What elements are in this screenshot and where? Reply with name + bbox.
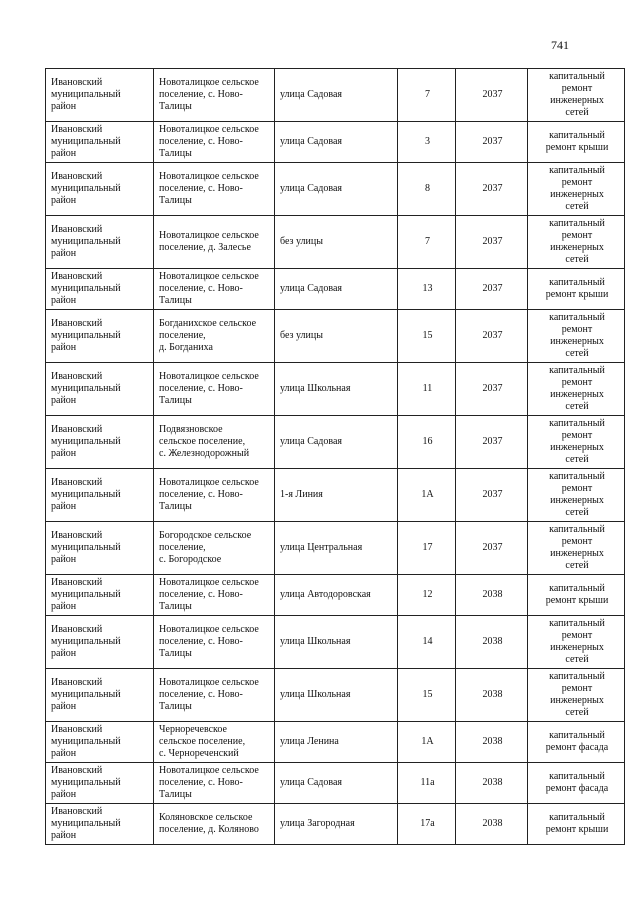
district-cell-text: Ивановский муниципальный район bbox=[51, 371, 121, 406]
house-number-cell-text: 3 bbox=[425, 136, 430, 147]
work-type-cell bbox=[528, 763, 625, 804]
table-row bbox=[46, 722, 625, 763]
street-cell-text: улица Школьная bbox=[280, 383, 351, 394]
street-cell-text: улица Центральная bbox=[280, 542, 363, 553]
work-type-cell-text: капитальный ремонт инженерных сетей bbox=[549, 524, 605, 571]
work-type-cell bbox=[528, 216, 625, 269]
work-type-cell-text: капитальный ремонт инженерных сетей bbox=[549, 471, 605, 518]
street-cell bbox=[275, 269, 398, 310]
year-cell-text: 2038 bbox=[482, 589, 503, 600]
settlement-cell-text: Богородское сельское поселение, с. Богородское bbox=[159, 530, 252, 565]
settlement-cell bbox=[154, 616, 275, 669]
table-body bbox=[46, 69, 625, 845]
house-number-cell-text: 17 bbox=[422, 542, 433, 553]
district-cell bbox=[46, 469, 154, 522]
house-number-cell bbox=[398, 69, 456, 122]
street-cell bbox=[275, 722, 398, 763]
year-cell bbox=[456, 575, 528, 616]
settlement-cell-text: Новоталицкое сельское поселение, с. Ново- Талицы bbox=[159, 171, 259, 206]
year-cell bbox=[456, 722, 528, 763]
district-cell bbox=[46, 310, 154, 363]
work-type-cell bbox=[528, 722, 625, 763]
district-cell-text: Ивановский муниципальный район bbox=[51, 424, 121, 459]
house-number-cell bbox=[398, 469, 456, 522]
district-cell-text: Ивановский муниципальный район bbox=[51, 477, 121, 512]
district-cell bbox=[46, 69, 154, 122]
work-type-cell-text: капитальный ремонт инженерных сетей bbox=[549, 671, 605, 718]
table-row bbox=[46, 804, 625, 845]
street-cell bbox=[275, 575, 398, 616]
district-cell-text: Ивановский муниципальный район bbox=[51, 124, 121, 159]
house-number-cell bbox=[398, 310, 456, 363]
street-cell-text: улица Загородная bbox=[280, 818, 355, 829]
house-number-cell-text: 8 bbox=[425, 183, 430, 194]
settlement-cell bbox=[154, 310, 275, 363]
table-row bbox=[46, 163, 625, 216]
district-cell bbox=[46, 722, 154, 763]
table-row bbox=[46, 469, 625, 522]
district-cell-text: Ивановский муниципальный район bbox=[51, 624, 121, 659]
street-cell bbox=[275, 763, 398, 804]
street-cell-text: улица Школьная bbox=[280, 689, 351, 700]
house-number-cell-text: 11а bbox=[420, 777, 435, 788]
district-cell bbox=[46, 763, 154, 804]
street-cell-text: без улицы bbox=[280, 236, 323, 247]
street-cell bbox=[275, 616, 398, 669]
year-cell-text: 2037 bbox=[482, 136, 503, 147]
page-number: 741 bbox=[551, 38, 569, 52]
house-number-cell-text: 15 bbox=[422, 689, 433, 700]
work-type-cell-text: капитальный ремонт инженерных сетей bbox=[549, 618, 605, 665]
street-cell-text: улица Садовая bbox=[280, 436, 343, 447]
work-type-cell-text: капитальный ремонт инженерных сетей bbox=[549, 418, 605, 465]
table-row bbox=[46, 269, 625, 310]
district-cell bbox=[46, 269, 154, 310]
house-number-cell bbox=[398, 763, 456, 804]
settlement-cell bbox=[154, 804, 275, 845]
house-number-cell bbox=[398, 163, 456, 216]
house-number-cell bbox=[398, 416, 456, 469]
house-number-cell bbox=[398, 804, 456, 845]
street-cell-text: улица Школьная bbox=[280, 636, 351, 647]
work-type-cell-text: капитальный ремонт крыши bbox=[545, 583, 609, 606]
year-cell-text: 2037 bbox=[482, 436, 503, 447]
work-type-cell-text: капитальный ремонт крыши bbox=[545, 277, 609, 300]
settlement-cell-text: Новоталицкое сельское поселение, с. Ново- Талицы bbox=[159, 77, 259, 112]
district-cell bbox=[46, 163, 154, 216]
settlement-cell-text: Новоталицкое сельское поселение, с. Ново- Талицы bbox=[159, 124, 259, 159]
settlement-cell-text: Новоталицкое сельское поселение, с. Ново- Талицы bbox=[159, 271, 259, 306]
table-row bbox=[46, 122, 625, 163]
work-type-cell-text: капитальный ремонт инженерных сетей bbox=[549, 71, 605, 118]
street-cell bbox=[275, 669, 398, 722]
work-type-cell-text: капитальный ремонт инженерных сетей bbox=[549, 165, 605, 212]
year-cell-text: 2037 bbox=[482, 330, 503, 341]
district-cell-text: Ивановский муниципальный район bbox=[51, 724, 121, 759]
table-row bbox=[46, 522, 625, 575]
street-cell-text: улица Садовая bbox=[280, 183, 343, 194]
street-cell-text: улица Автодоровская bbox=[280, 589, 371, 600]
year-cell bbox=[456, 469, 528, 522]
settlement-cell bbox=[154, 522, 275, 575]
work-type-cell bbox=[528, 69, 625, 122]
district-cell-text: Ивановский муниципальный район bbox=[51, 224, 121, 259]
year-cell-text: 2038 bbox=[482, 689, 503, 700]
settlement-cell-text: Новоталицкое сельское поселение, с. Ново- Талицы bbox=[159, 577, 259, 612]
year-cell bbox=[456, 122, 528, 163]
street-cell bbox=[275, 416, 398, 469]
work-type-cell-text: капитальный ремонт инженерных сетей bbox=[549, 365, 605, 412]
year-cell-text: 2037 bbox=[482, 489, 503, 500]
house-number-cell-text: 17а bbox=[420, 818, 435, 829]
year-cell bbox=[456, 763, 528, 804]
street-cell-text: улица Садовая bbox=[280, 777, 343, 788]
settlement-cell bbox=[154, 669, 275, 722]
house-number-cell bbox=[398, 216, 456, 269]
street-cell bbox=[275, 310, 398, 363]
street-cell-text: улица Садовая bbox=[280, 283, 343, 294]
work-type-cell bbox=[528, 804, 625, 845]
settlement-cell bbox=[154, 416, 275, 469]
settlement-cell bbox=[154, 469, 275, 522]
settlement-cell bbox=[154, 269, 275, 310]
district-cell-text: Ивановский муниципальный район bbox=[51, 77, 121, 112]
year-cell-text: 2038 bbox=[482, 636, 503, 647]
district-cell-text: Ивановский муниципальный район bbox=[51, 577, 121, 612]
street-cell-text: улица Ленина bbox=[280, 736, 339, 747]
table-row bbox=[46, 363, 625, 416]
work-type-cell bbox=[528, 522, 625, 575]
house-number-cell-text: 1А bbox=[421, 736, 434, 747]
work-type-cell bbox=[528, 416, 625, 469]
housing-repair-table bbox=[45, 68, 625, 845]
settlement-cell-text: Новоталицкое сельское поселение, с. Ново- Талицы bbox=[159, 765, 259, 800]
district-cell bbox=[46, 216, 154, 269]
district-cell bbox=[46, 122, 154, 163]
house-number-cell bbox=[398, 122, 456, 163]
year-cell-text: 2037 bbox=[482, 542, 503, 553]
year-cell bbox=[456, 363, 528, 416]
district-cell bbox=[46, 416, 154, 469]
table-row bbox=[46, 69, 625, 122]
year-cell-text: 2037 bbox=[482, 383, 503, 394]
house-number-cell bbox=[398, 722, 456, 763]
settlement-cell bbox=[154, 122, 275, 163]
district-cell bbox=[46, 363, 154, 416]
year-cell bbox=[456, 163, 528, 216]
work-type-cell-text: капитальный ремонт фасада bbox=[545, 771, 609, 794]
district-cell-text: Ивановский муниципальный район bbox=[51, 171, 121, 206]
work-type-cell bbox=[528, 669, 625, 722]
work-type-cell bbox=[528, 363, 625, 416]
district-cell-text: Ивановский муниципальный район bbox=[51, 530, 121, 565]
house-number-cell-text: 7 bbox=[425, 236, 430, 247]
house-number-cell bbox=[398, 616, 456, 669]
street-cell bbox=[275, 469, 398, 522]
year-cell-text: 2037 bbox=[482, 283, 503, 294]
year-cell-text: 2038 bbox=[482, 736, 503, 747]
settlement-cell bbox=[154, 163, 275, 216]
street-cell bbox=[275, 216, 398, 269]
work-type-cell-text: капитальный ремонт крыши bbox=[545, 130, 609, 153]
settlement-cell bbox=[154, 575, 275, 616]
settlement-cell bbox=[154, 722, 275, 763]
table-row bbox=[46, 310, 625, 363]
house-number-cell bbox=[398, 269, 456, 310]
street-cell-text: улица Садовая bbox=[280, 89, 343, 100]
table-row bbox=[46, 575, 625, 616]
year-cell bbox=[456, 216, 528, 269]
work-type-cell-text: капитальный ремонт инженерных сетей bbox=[549, 218, 605, 265]
street-cell bbox=[275, 804, 398, 845]
house-number-cell bbox=[398, 575, 456, 616]
district-cell bbox=[46, 522, 154, 575]
settlement-cell-text: Богданихское сельское поселение, д. Богданиха bbox=[159, 318, 257, 353]
work-type-cell bbox=[528, 122, 625, 163]
settlement-cell bbox=[154, 69, 275, 122]
year-cell-text: 2038 bbox=[482, 777, 503, 788]
year-cell bbox=[456, 310, 528, 363]
district-cell-text: Ивановский муниципальный район bbox=[51, 806, 121, 841]
work-type-cell bbox=[528, 269, 625, 310]
year-cell bbox=[456, 669, 528, 722]
settlement-cell-text: Подвязновское сельское поселение, с. Железнодорожный bbox=[159, 424, 250, 459]
district-cell-text: Ивановский муниципальный район bbox=[51, 765, 121, 800]
year-cell bbox=[456, 269, 528, 310]
house-number-cell-text: 7 bbox=[425, 89, 430, 100]
work-type-cell-text: капитальный ремонт фасада bbox=[545, 730, 609, 753]
settlement-cell-text: Новоталицкое сельское поселение, с. Ново- Талицы bbox=[159, 624, 259, 659]
year-cell bbox=[456, 69, 528, 122]
house-number-cell-text: 1А bbox=[421, 489, 434, 500]
street-cell bbox=[275, 122, 398, 163]
house-number-cell-text: 11 bbox=[422, 383, 433, 394]
house-number-cell-text: 12 bbox=[422, 589, 433, 600]
district-cell-text: Ивановский муниципальный район bbox=[51, 271, 121, 306]
work-type-cell-text: капитальный ремонт крыши bbox=[545, 812, 609, 835]
street-cell bbox=[275, 522, 398, 575]
district-cell bbox=[46, 616, 154, 669]
house-number-cell-text: 14 bbox=[422, 636, 433, 647]
year-cell bbox=[456, 804, 528, 845]
street-cell-text: без улицы bbox=[280, 330, 323, 341]
district-cell bbox=[46, 575, 154, 616]
settlement-cell-text: Новоталицкое сельское поселение, с. Ново- Талицы bbox=[159, 477, 259, 512]
house-number-cell bbox=[398, 669, 456, 722]
settlement-cell-text: Новоталицкое сельское поселение, д. Залесье bbox=[159, 230, 259, 253]
year-cell bbox=[456, 522, 528, 575]
year-cell-text: 2037 bbox=[482, 89, 503, 100]
street-cell bbox=[275, 163, 398, 216]
settlement-cell bbox=[154, 363, 275, 416]
district-cell bbox=[46, 804, 154, 845]
work-type-cell bbox=[528, 310, 625, 363]
year-cell bbox=[456, 416, 528, 469]
table-row bbox=[46, 669, 625, 722]
year-cell-text: 2037 bbox=[482, 183, 503, 194]
year-cell-text: 2037 bbox=[482, 236, 503, 247]
district-cell-text: Ивановский муниципальный район bbox=[51, 318, 121, 353]
table-row bbox=[46, 763, 625, 804]
table-row bbox=[46, 616, 625, 669]
settlement-cell-text: Коляновское сельское поселение, д. Коляново bbox=[159, 812, 259, 835]
year-cell-text: 2038 bbox=[482, 818, 503, 829]
year-cell bbox=[456, 616, 528, 669]
work-type-cell bbox=[528, 616, 625, 669]
work-type-cell bbox=[528, 163, 625, 216]
street-cell bbox=[275, 363, 398, 416]
settlement-cell bbox=[154, 763, 275, 804]
settlement-cell-text: Новоталицкое сельское поселение, с. Ново- Талицы bbox=[159, 371, 259, 406]
street-cell-text: улица Садовая bbox=[280, 136, 343, 147]
work-type-cell-text: капитальный ремонт инженерных сетей bbox=[549, 312, 605, 359]
house-number-cell-text: 13 bbox=[422, 283, 433, 294]
work-type-cell bbox=[528, 575, 625, 616]
house-number-cell bbox=[398, 363, 456, 416]
house-number-cell-text: 15 bbox=[422, 330, 433, 341]
table-row bbox=[46, 416, 625, 469]
settlement-cell bbox=[154, 216, 275, 269]
street-cell bbox=[275, 69, 398, 122]
settlement-cell-text: Новоталицкое сельское поселение, с. Ново- Талицы bbox=[159, 677, 259, 712]
settlement-cell-text: Черноречевское сельское поселение, с. Чернореченский bbox=[159, 724, 246, 759]
house-number-cell bbox=[398, 522, 456, 575]
work-type-cell bbox=[528, 469, 625, 522]
district-cell-text: Ивановский муниципальный район bbox=[51, 677, 121, 712]
street-cell-text: 1-я Линия bbox=[280, 489, 323, 500]
district-cell bbox=[46, 669, 154, 722]
house-number-cell-text: 16 bbox=[422, 436, 433, 447]
table-row bbox=[46, 216, 625, 269]
